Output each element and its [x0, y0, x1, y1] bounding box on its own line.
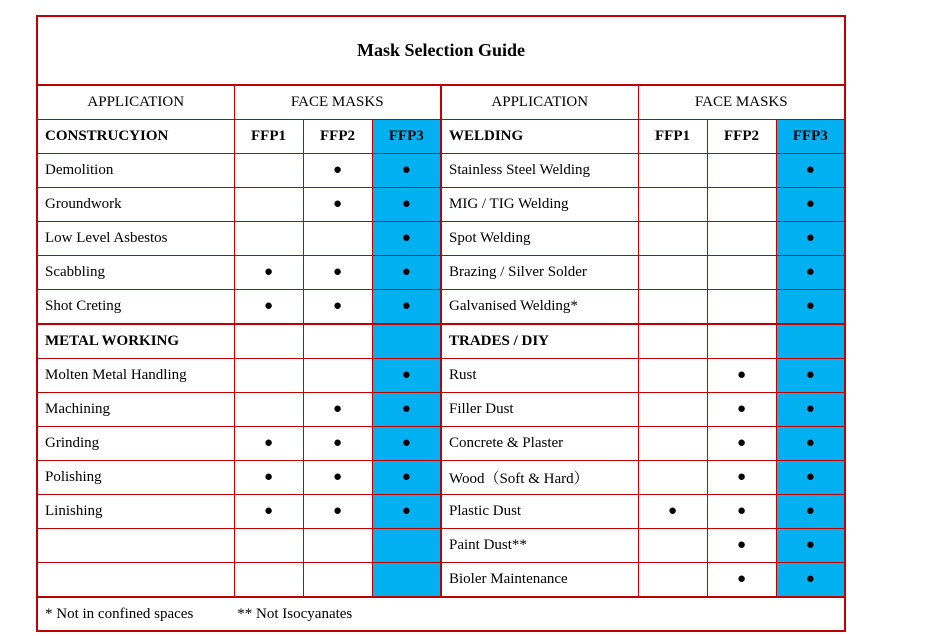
mark-cell-ffp3: ● — [372, 256, 441, 290]
mark-cell-ffp1 — [638, 324, 707, 359]
face-masks-header-left: FACE MASKS — [234, 85, 441, 120]
section-title-left: CONSTRUCYION — [37, 120, 234, 154]
mark-cell-ffp3 — [776, 324, 845, 359]
application-cell-left: Machining — [37, 393, 234, 427]
mark-cell-ffp1 — [234, 563, 303, 598]
application-cell-left: Demolition — [37, 154, 234, 188]
mark-cell-ffp2: ● — [707, 427, 776, 461]
mark-cell-ffp2: ● — [707, 563, 776, 598]
mask-selection-table — [36, 15, 846, 632]
mark-cell-ffp2 — [303, 563, 372, 598]
section-title-left: METAL WORKING — [37, 324, 234, 359]
mark-cell-ffp2: ● — [303, 427, 372, 461]
application-cell-left: Molten Metal Handling — [37, 359, 234, 393]
mark-cell-ffp2: ● — [303, 188, 372, 222]
column-header-ffp3: FFP3 — [372, 120, 441, 154]
table-row — [37, 290, 845, 325]
mark-cell-ffp1: ● — [234, 495, 303, 529]
footnotes — [37, 597, 845, 631]
table-row — [37, 154, 845, 188]
application-cell-right: MIG / TIG Welding — [441, 188, 638, 222]
mark-cell-ffp2 — [707, 188, 776, 222]
application-header-left: APPLICATION — [37, 85, 234, 120]
mark-cell-ffp1: ● — [234, 290, 303, 325]
footnote: * Not in confined spaces — [45, 605, 194, 622]
table-row — [37, 427, 845, 461]
mark-cell-ffp2 — [707, 256, 776, 290]
mark-cell-ffp3: ● — [776, 461, 845, 495]
mark-cell-ffp3: ● — [776, 188, 845, 222]
mark-cell-ffp3: ● — [776, 427, 845, 461]
application-cell-right: Filler Dust — [441, 393, 638, 427]
application-cell-left: Groundwork — [37, 188, 234, 222]
mark-cell-ffp2 — [707, 154, 776, 188]
mark-cell-ffp2: ● — [707, 529, 776, 563]
table-row — [37, 120, 845, 154]
mark-cell-ffp2 — [303, 222, 372, 256]
table-row — [37, 393, 845, 427]
application-cell-left: Grinding — [37, 427, 234, 461]
mark-cell-ffp2: ● — [303, 393, 372, 427]
mark-cell-ffp3: ● — [776, 495, 845, 529]
face-masks-header-right: FACE MASKS — [638, 85, 845, 120]
section-title-right: WELDING — [441, 120, 638, 154]
mark-cell-ffp1 — [638, 461, 707, 495]
application-cell-right: Wood（Soft & Hard） — [441, 461, 638, 495]
table-row — [37, 222, 845, 256]
mark-cell-ffp3: ● — [776, 393, 845, 427]
application-cell-right: Concrete & Plaster — [441, 427, 638, 461]
table-row — [37, 188, 845, 222]
application-cell-right: Spot Welding — [441, 222, 638, 256]
table-row — [37, 256, 845, 290]
mark-cell-ffp2: ● — [303, 461, 372, 495]
mark-cell-ffp2 — [303, 529, 372, 563]
column-header-ffp2: FFP2 — [303, 120, 372, 154]
mark-cell-ffp1 — [638, 154, 707, 188]
mark-cell-ffp1 — [234, 222, 303, 256]
table-row — [37, 461, 845, 495]
mark-cell-ffp1: ● — [234, 461, 303, 495]
application-cell-left — [37, 563, 234, 598]
mark-cell-ffp1 — [638, 563, 707, 598]
mark-cell-ffp2 — [707, 222, 776, 256]
mark-cell-ffp3: ● — [372, 427, 441, 461]
mark-cell-ffp3: ● — [776, 154, 845, 188]
mark-cell-ffp1 — [234, 324, 303, 359]
mark-cell-ffp2 — [303, 324, 372, 359]
mark-cell-ffp1 — [638, 529, 707, 563]
table-row — [37, 563, 845, 598]
mark-cell-ffp3: ● — [372, 461, 441, 495]
column-header-ffp1: FFP1 — [638, 120, 707, 154]
mark-cell-ffp1 — [638, 427, 707, 461]
mark-cell-ffp3: ● — [372, 222, 441, 256]
mark-cell-ffp1 — [234, 359, 303, 393]
mark-cell-ffp2: ● — [707, 393, 776, 427]
table-row — [37, 529, 845, 563]
mark-cell-ffp1 — [638, 393, 707, 427]
application-cell-right: Brazing / Silver Solder — [441, 256, 638, 290]
application-cell-left: Linishing — [37, 495, 234, 529]
mark-cell-ffp3: ● — [776, 529, 845, 563]
mark-cell-ffp1 — [638, 290, 707, 325]
mark-cell-ffp3: ● — [776, 563, 845, 598]
mark-cell-ffp2 — [707, 290, 776, 325]
table-row — [37, 324, 845, 359]
mark-cell-ffp1 — [234, 393, 303, 427]
mark-cell-ffp1 — [234, 188, 303, 222]
mark-cell-ffp3: ● — [372, 495, 441, 529]
section-title-right: TRADES / DIY — [441, 324, 638, 359]
mark-cell-ffp3: ● — [776, 290, 845, 325]
mark-cell-ffp1: ● — [234, 427, 303, 461]
application-cell-right: Stainless Steel Welding — [441, 154, 638, 188]
application-cell-left: Shot Creting — [37, 290, 234, 325]
table-title: Mask Selection Guide — [37, 16, 845, 85]
mark-cell-ffp2 — [707, 324, 776, 359]
mark-cell-ffp3: ● — [776, 256, 845, 290]
table-row — [37, 359, 845, 393]
mark-cell-ffp1 — [638, 256, 707, 290]
mark-cell-ffp1 — [234, 529, 303, 563]
mark-cell-ffp2 — [303, 359, 372, 393]
column-header-ffp1: FFP1 — [234, 120, 303, 154]
application-cell-left: Scabbling — [37, 256, 234, 290]
application-cell-left — [37, 529, 234, 563]
mark-cell-ffp3 — [372, 529, 441, 563]
mark-cell-ffp2: ● — [707, 359, 776, 393]
mark-cell-ffp3: ● — [776, 359, 845, 393]
mark-cell-ffp2: ● — [707, 461, 776, 495]
mark-cell-ffp1 — [638, 188, 707, 222]
mark-cell-ffp3: ● — [372, 290, 441, 325]
mark-cell-ffp2: ● — [303, 290, 372, 325]
mark-cell-ffp2: ● — [303, 495, 372, 529]
mark-cell-ffp3: ● — [372, 393, 441, 427]
mark-cell-ffp3 — [372, 563, 441, 598]
mark-cell-ffp2: ● — [707, 495, 776, 529]
mark-cell-ffp1: ● — [638, 495, 707, 529]
footnote-row — [37, 597, 845, 631]
application-cell-left: Low Level Asbestos — [37, 222, 234, 256]
table-row — [37, 495, 845, 529]
application-cell-right: Bioler Maintenance — [441, 563, 638, 598]
mark-cell-ffp1 — [234, 154, 303, 188]
column-header-ffp3: FFP3 — [776, 120, 845, 154]
application-header-right: APPLICATION — [441, 85, 638, 120]
mark-cell-ffp3: ● — [776, 222, 845, 256]
application-cell-right: Paint Dust** — [441, 529, 638, 563]
mark-cell-ffp2: ● — [303, 154, 372, 188]
mark-cell-ffp1: ● — [234, 256, 303, 290]
mark-cell-ffp3: ● — [372, 154, 441, 188]
mark-cell-ffp1 — [638, 359, 707, 393]
application-cell-right: Plastic Dust — [441, 495, 638, 529]
application-cell-right: Galvanised Welding* — [441, 290, 638, 325]
mark-cell-ffp3: ● — [372, 359, 441, 393]
mark-cell-ffp1 — [638, 222, 707, 256]
mark-cell-ffp3: ● — [372, 188, 441, 222]
mark-cell-ffp2: ● — [303, 256, 372, 290]
column-header-ffp2: FFP2 — [707, 120, 776, 154]
application-cell-left: Polishing — [37, 461, 234, 495]
footnote: ** Not Isocyanates — [237, 605, 353, 622]
application-cell-right: Rust — [441, 359, 638, 393]
mark-cell-ffp3 — [372, 324, 441, 359]
